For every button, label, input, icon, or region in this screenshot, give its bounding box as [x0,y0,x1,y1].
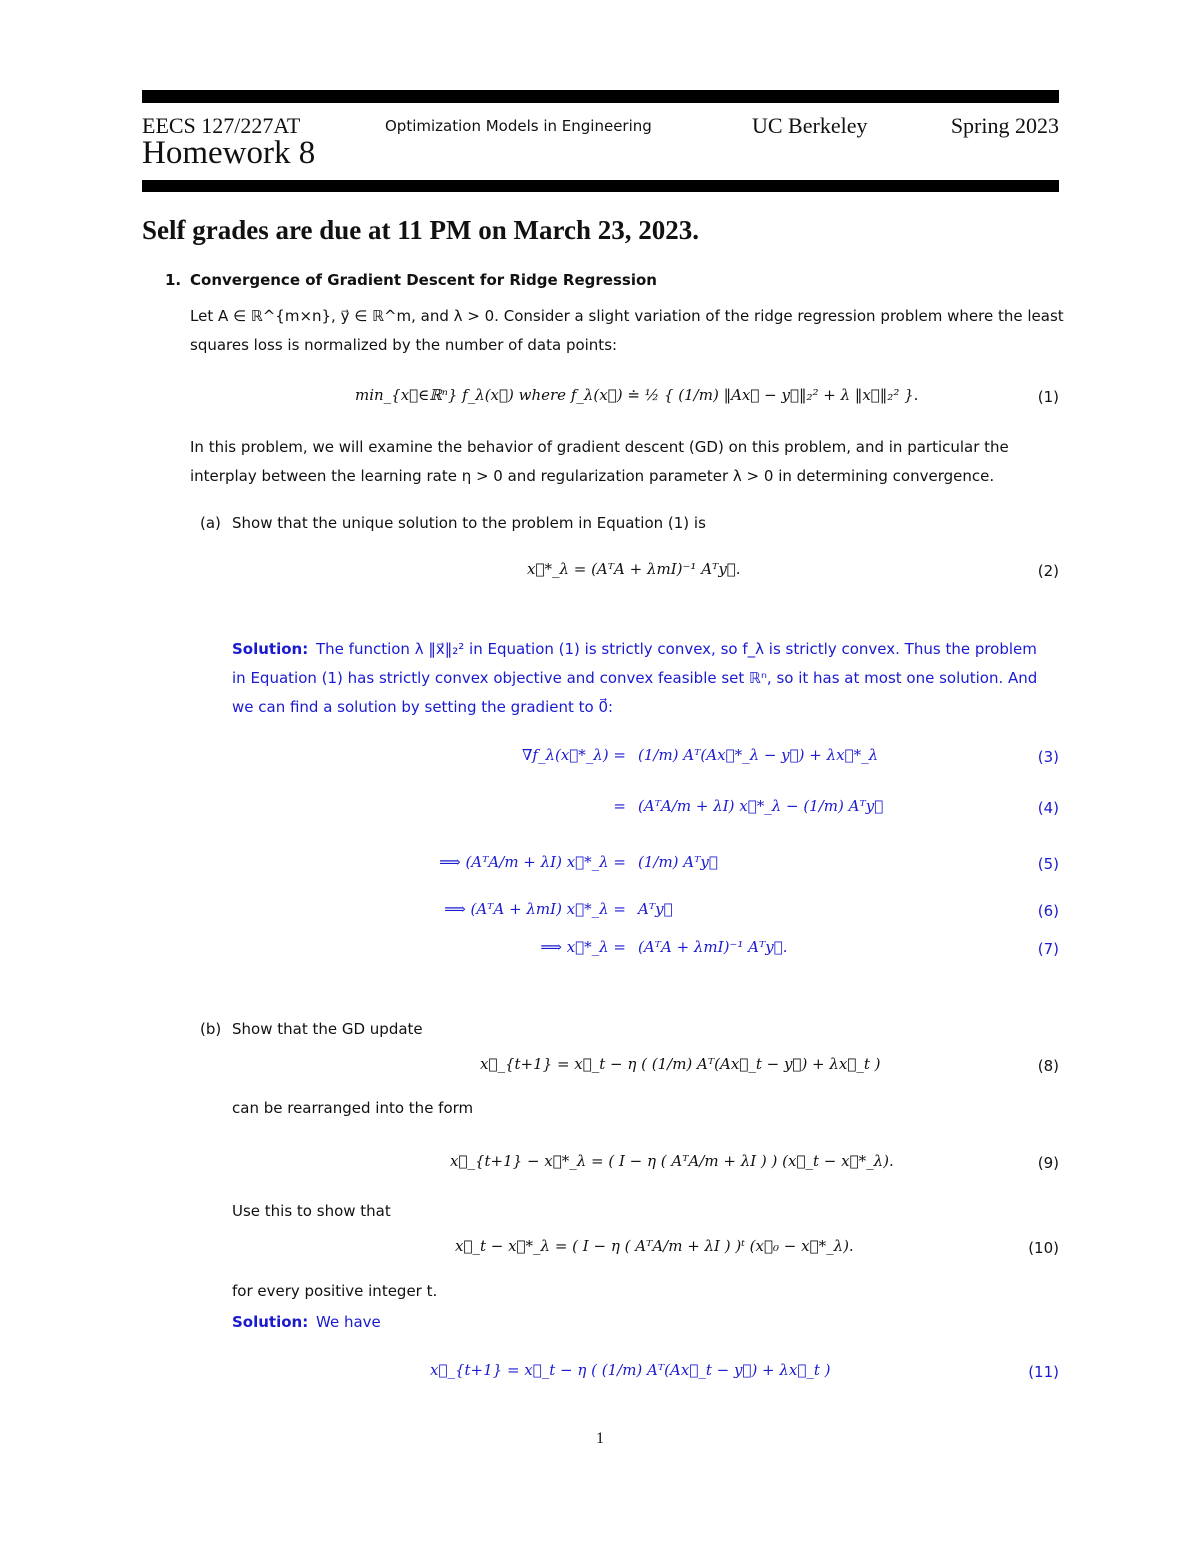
term: Spring 2023 [950,113,1059,138]
equation-8: x⃗_{t+1} = x⃗_t − η ( (1/m) Aᵀ(Ax⃗_t − y⃗) + λx⃗_t ) [480,1055,881,1073]
equation-3-number: (3) [1037,748,1059,766]
intro-line-2: squares loss is normalized by the number of data points: [190,336,618,354]
equation-6-number: (6) [1037,902,1059,920]
solution-a-line-3: we can find a solution by setting the gradient to 0⃗: [232,698,614,716]
part-b-text-3: Use this to show that [232,1202,391,1220]
equation-5-lhs: ⟹ (AᵀA/m + λI) x⃗*_λ = [439,853,626,871]
header-top-rule [142,90,1059,103]
equation-1: min_{x⃗∈ℝⁿ} f_λ(x⃗) where f_λ(x⃗) ≐ ½ { (1/m) ‖Ax⃗ − y⃗‖₂² + λ ‖x⃗‖₂² }. [355,386,919,404]
equation-6-rhs: Aᵀy⃗ [638,900,673,918]
school-name: UC Berkeley [752,113,868,138]
part-b-text-2: can be rearranged into the form [232,1099,474,1117]
intro-line-1: Let A ∈ ℝ^{m×n}, y⃗ ∈ ℝ^m, and λ > 0. Consider a slight variation of the ridge regression problem where the least [190,307,1064,325]
course-code: EECS 127/227AT [142,113,301,138]
equation-10: x⃗_t − x⃗*_λ = ( I − η ( AᵀA/m + λI ) )ᵗ (x⃗₀ − x⃗*_λ). [455,1237,854,1255]
course-subject: Optimization Models in Engineering [385,117,652,135]
solution-a-line-1: The function λ ‖x⃗‖₂² in Equation (1) is strictly convex, so f_λ is strictly convex. Thus the problem [316,640,1037,658]
equation-7-number: (7) [1037,940,1059,958]
due-notice: Self grades are due at 11 PM on March 23, 2023. [142,215,699,245]
solution-b-label: Solution: [232,1313,309,1331]
equation-3-rhs: (1/m) Aᵀ(Ax⃗*_λ − y⃗) + λx⃗*_λ [638,746,879,764]
part-a-text: Show that the unique solution to the problem in Equation (1) is [232,514,706,532]
equation-2: x⃗*_λ = (AᵀA + λmI)⁻¹ Aᵀy⃗. [527,560,741,578]
homework-title: Homework 8 [142,135,316,171]
equation-9-number: (9) [1037,1154,1059,1172]
equation-1-number: (1) [1037,388,1059,406]
part-b-label: (b) [200,1020,222,1038]
solution-b-text: We have [316,1313,381,1331]
problem-title: Convergence of Gradient Descent for Ridge Regression [190,271,657,289]
solution-a-label: Solution: [232,640,309,658]
page-number: 1 [596,1430,604,1447]
paragraph-line-1: In this problem, we will examine the behavior of gradient descent (GD) on this problem, and in particular the [190,438,1009,456]
part-a-label: (a) [200,514,221,532]
part-b-text-4: for every positive integer t. [232,1282,438,1300]
part-b-text: Show that the GD update [232,1020,423,1038]
equation-4-number: (4) [1037,799,1059,817]
equation-4-rhs: (AᵀA/m + λI) x⃗*_λ − (1/m) Aᵀy⃗ [638,797,884,815]
paragraph-line-2: interplay between the learning rate η > 0 and regularization parameter λ > 0 in determining convergence. [190,467,995,485]
equation-5-number: (5) [1037,855,1059,873]
equation-3-lhs: ∇f_λ(x⃗*_λ) = [521,746,626,764]
equation-11-number: (11) [1028,1363,1059,1381]
header-bottom-rule [142,180,1059,192]
equation-9: x⃗_{t+1} − x⃗*_λ = ( I − η ( AᵀA/m + λI ) ) (x⃗_t − x⃗*_λ). [450,1152,894,1170]
equation-10-number: (10) [1028,1239,1059,1257]
equation-11: x⃗_{t+1} = x⃗_t − η ( (1/m) Aᵀ(Ax⃗_t − y⃗) + λx⃗_t ) [430,1361,831,1379]
equation-8-number: (8) [1037,1057,1059,1075]
equation-2-number: (2) [1037,562,1059,580]
equation-7-rhs: (AᵀA + λmI)⁻¹ Aᵀy⃗. [638,938,788,956]
equation-6-lhs: ⟹ (AᵀA + λmI) x⃗*_λ = [444,900,626,918]
problem-number: 1. [165,271,182,289]
equation-7-lhs: ⟹ x⃗*_λ = [540,938,626,956]
equation-5-rhs: (1/m) Aᵀy⃗ [638,853,718,871]
solution-a-line-2: in Equation (1) has strictly convex objective and convex feasible set ℝⁿ, so it has at most one solution. And [232,669,1038,687]
equation-4-lhs: = [613,797,626,815]
